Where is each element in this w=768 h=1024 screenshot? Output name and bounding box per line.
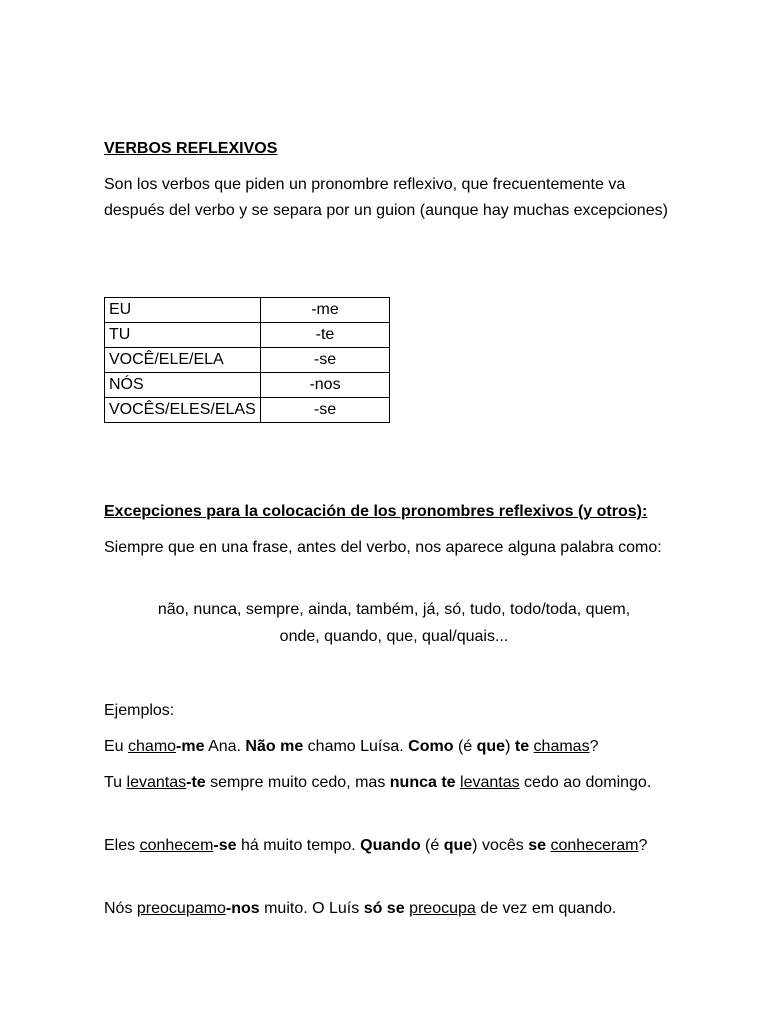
underlined-verb: preocupamo: [136, 900, 226, 917]
bold-segment: só se: [363, 900, 405, 917]
text-segment: (é: [420, 837, 444, 854]
bold-segment: te: [514, 738, 530, 755]
text-segment: muito. O Luís: [259, 900, 364, 917]
text-segment: Nós: [104, 900, 137, 917]
text-segment: chamo Luísa.: [303, 738, 409, 755]
text-segment: Eles: [104, 837, 140, 854]
text-segment: ?: [638, 837, 648, 854]
underlined-verb: conhecem: [139, 837, 214, 854]
bold-segment: se: [528, 837, 546, 854]
underlined-verb: levantas: [126, 774, 187, 791]
subject-cell: EU: [105, 298, 261, 323]
words-line-1: não, nunca, sempre, ainda, também, já, só, tudo, todo/toda, quem,: [157, 601, 631, 618]
text-segment: sempre muito cedo, mas: [205, 774, 390, 791]
bold-segment: Não me: [245, 738, 304, 755]
subject-cell: VOCÊ/ELE/ELA: [105, 348, 261, 373]
text-segment: Eu: [104, 738, 129, 755]
underlined-verb: chamas: [533, 738, 590, 755]
underlined-verb: conheceram: [550, 837, 639, 854]
words-line-2: onde, quando, que, qual/quais...: [279, 628, 509, 645]
underlined-verb: levantas: [460, 774, 520, 791]
example-sentence: [104, 734, 684, 760]
text-segment: ) vocês: [472, 837, 529, 854]
example-sentence: [104, 896, 684, 922]
bold-segment: Como: [408, 738, 454, 755]
intro-paragraph: Son los verbos que piden un pronombre reflexivo, que frecuentemente va después del verbo y se separa por un guion (aunque hay muchas excepciones): [104, 176, 668, 219]
pronoun-cell: -nos: [261, 373, 390, 398]
pronoun-cell: -se: [261, 348, 390, 373]
pronoun-cell: -me: [261, 298, 390, 323]
text-segment: cedo ao domingo.: [519, 774, 652, 791]
bold-segment: Quando: [360, 837, 421, 854]
bold-segment: -nos: [225, 900, 260, 917]
table-row: [105, 373, 390, 398]
text-segment: ?: [589, 738, 599, 755]
underlined-verb: chamo: [128, 738, 177, 755]
pronoun-table: [104, 297, 390, 423]
pronoun-cell: -se: [261, 398, 390, 423]
pronoun-cell: -te: [261, 323, 390, 348]
bold-segment: que: [476, 738, 506, 755]
table-row: [105, 348, 390, 373]
text-segment: ): [505, 738, 515, 755]
text-segment: Tu: [104, 774, 127, 791]
subject-cell: VOCÊS/ELES/ELAS: [105, 398, 261, 423]
bold-segment: -me: [176, 738, 205, 755]
table-row: [105, 398, 390, 423]
example-sentence: [104, 770, 684, 796]
example-sentence: [104, 833, 684, 859]
subject-cell: NÓS: [105, 373, 261, 398]
underlined-verb: preocupa: [409, 900, 476, 917]
subject-cell: TU: [105, 323, 261, 348]
bold-segment: -se: [213, 837, 237, 854]
text-segment: (é: [453, 738, 477, 755]
text-segment: de vez em quando.: [475, 900, 617, 917]
text-segment: há muito tempo.: [236, 837, 361, 854]
page-title: VERBOS REFLEXIVOS: [104, 140, 278, 157]
examples-label: Ejemplos:: [104, 702, 175, 719]
exceptions-paragraph: Siempre que en una frase, antes del verbo, nos aparece alguna palabra como:: [104, 539, 662, 556]
table-row: [105, 298, 390, 323]
bold-segment: nunca te: [389, 774, 456, 791]
table-row: [105, 323, 390, 348]
bold-segment: que: [443, 837, 473, 854]
bold-segment: -te: [186, 774, 206, 791]
exceptions-heading: Excepciones para la colocación de los pronombres reflexivos (y otros):: [104, 503, 648, 520]
text-segment: Ana.: [204, 738, 246, 755]
